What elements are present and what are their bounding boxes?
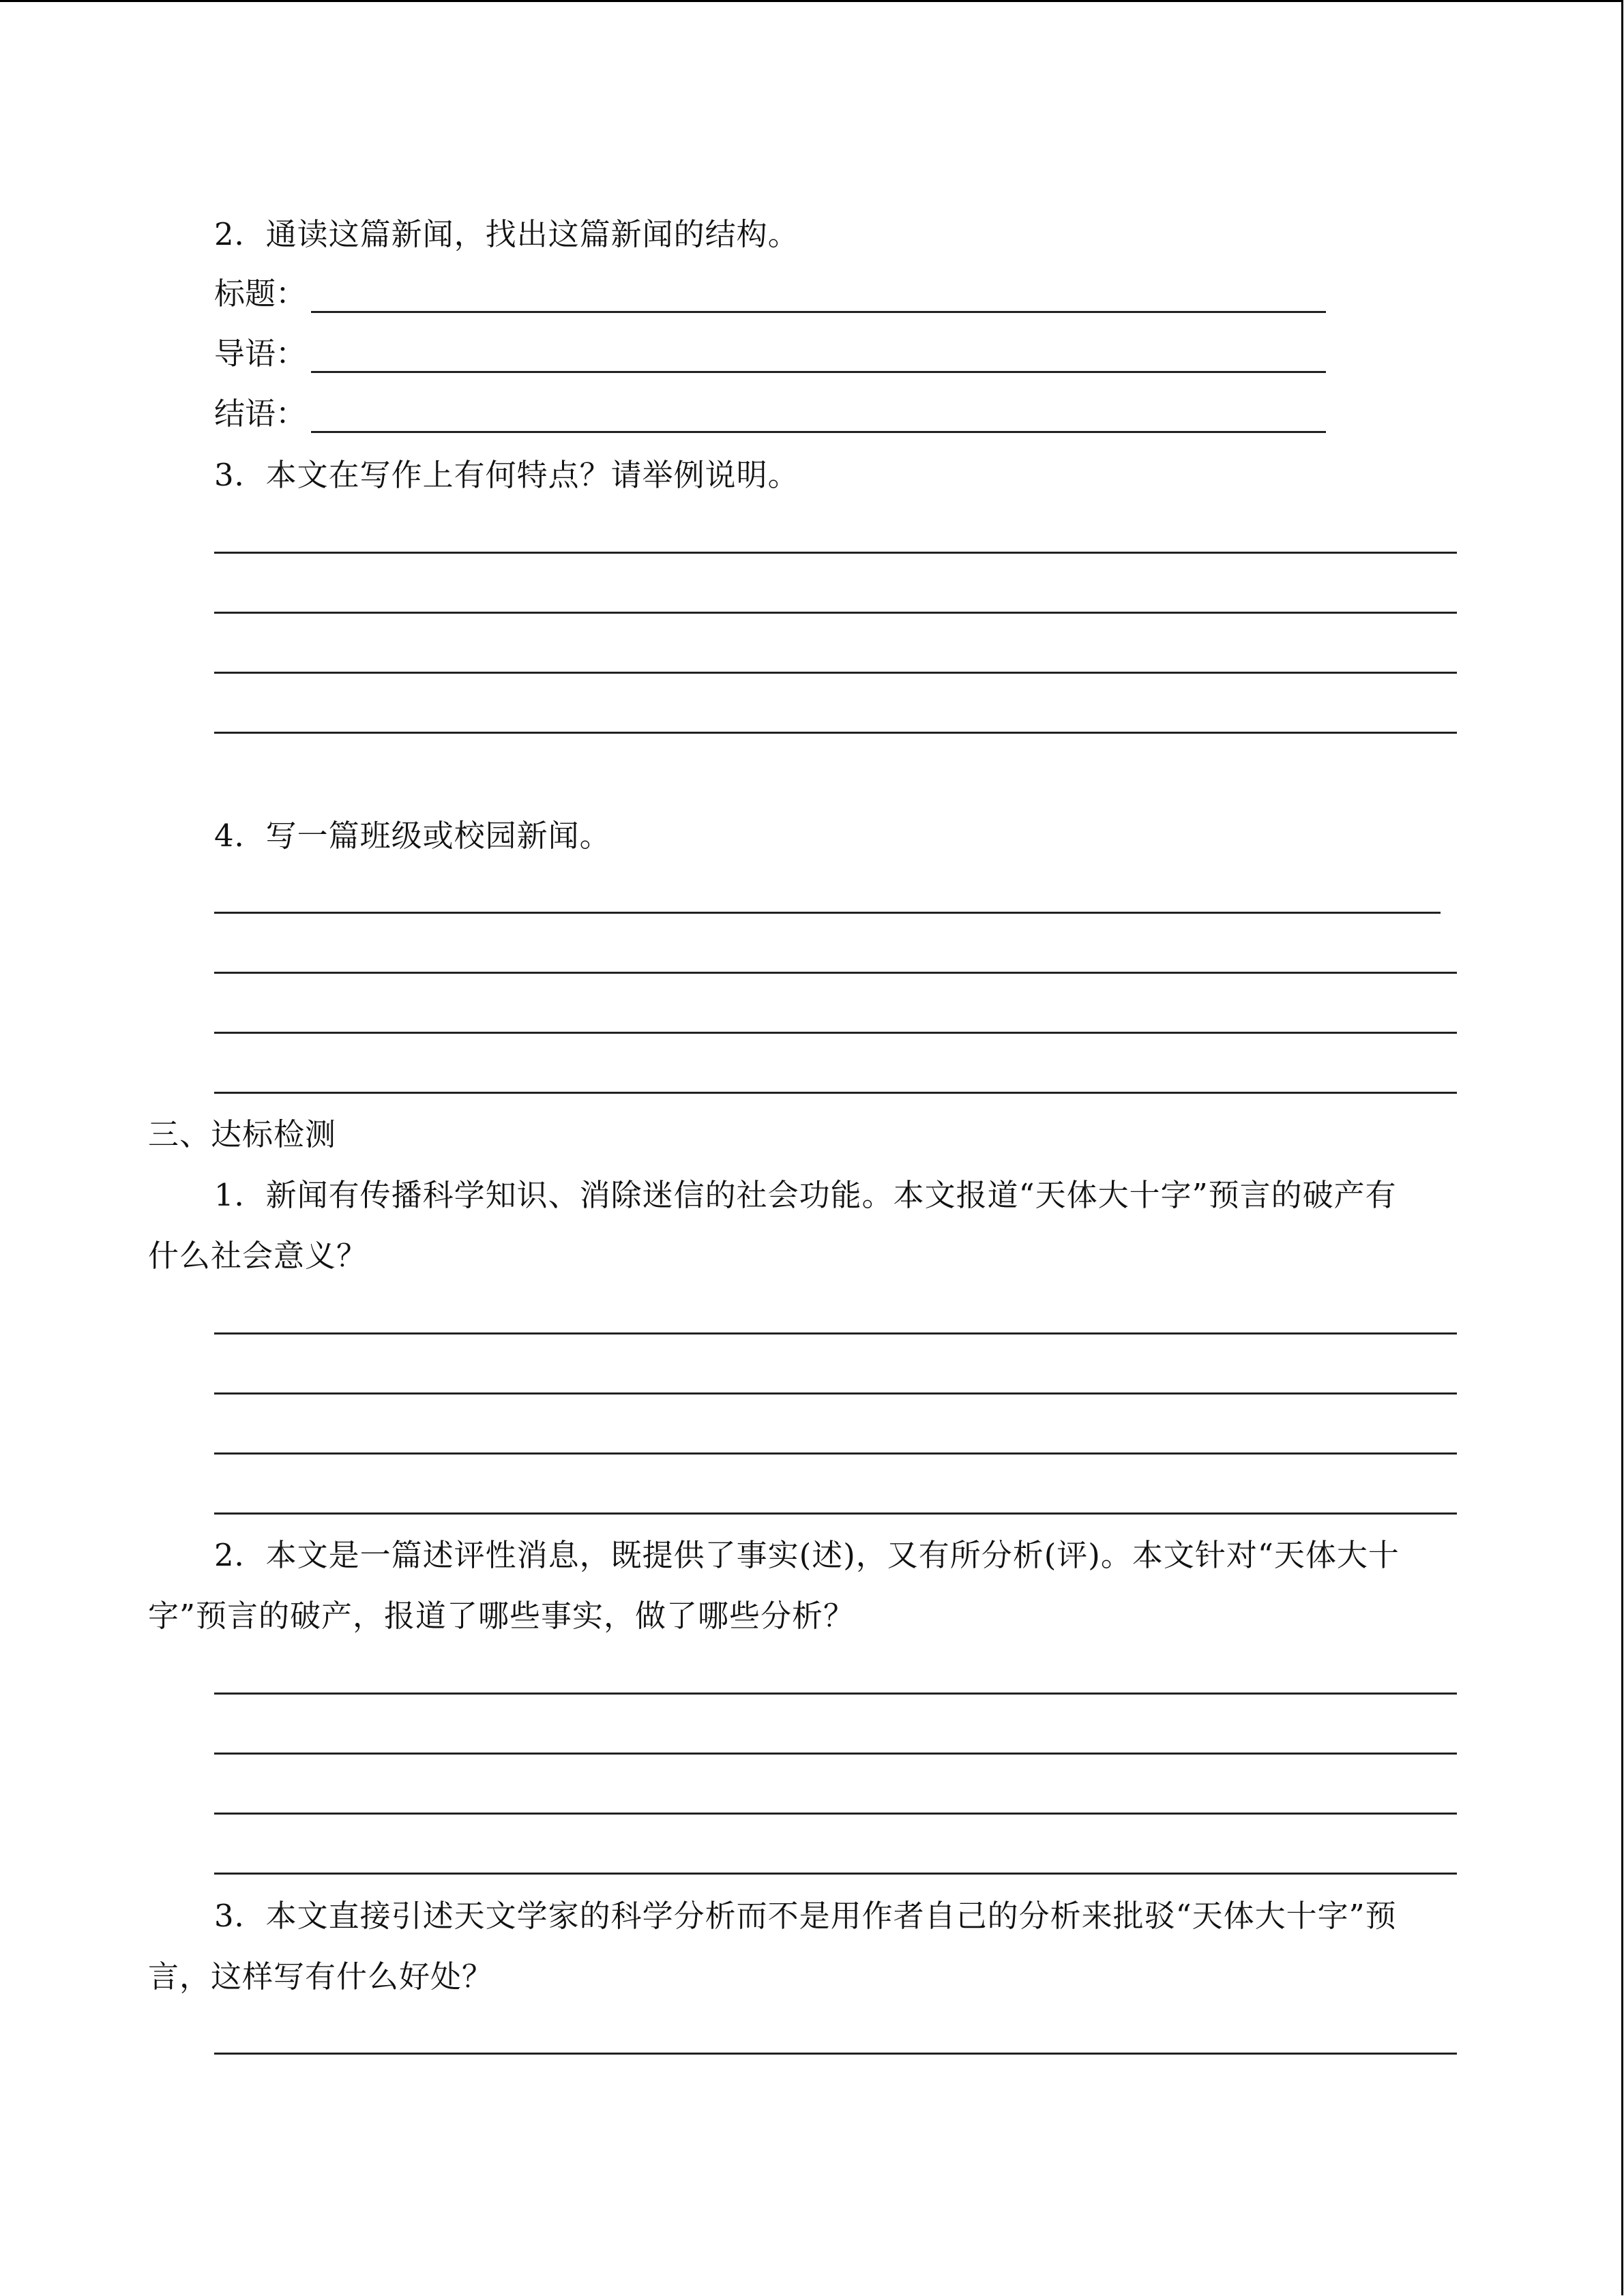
check-question-1-line-2: 什么社会意义？ xyxy=(148,1238,368,1274)
answer-line[interactable] xyxy=(214,1512,1457,1515)
answer-line[interactable] xyxy=(214,1092,1457,1094)
answer-line[interactable] xyxy=(214,1693,1457,1695)
answer-line[interactable] xyxy=(214,1332,1457,1335)
answer-line[interactable] xyxy=(214,1452,1457,1455)
ending-answer-line[interactable] xyxy=(311,431,1326,433)
answer-line[interactable] xyxy=(214,612,1457,614)
answer-line[interactable] xyxy=(214,2053,1457,2055)
answer-line[interactable] xyxy=(214,732,1457,734)
answer-line[interactable] xyxy=(214,1873,1457,1875)
answer-line[interactable] xyxy=(214,972,1457,974)
check-question-1-line-1: 1．新闻有传播科学知识、消除迷信的社会功能。本文报道“天体大十字”预言的破产有 xyxy=(214,1177,1397,1213)
answer-line[interactable] xyxy=(214,552,1457,554)
answer-line[interactable] xyxy=(214,912,1441,914)
answer-line[interactable] xyxy=(214,1813,1457,1815)
answer-line[interactable] xyxy=(214,672,1457,674)
headline-answer-line[interactable] xyxy=(311,311,1326,313)
check-question-2-line-1: 2．本文是一篇述评性消息，既提供了事实(述)，又有所分析(评)。本文针对“天体大十 xyxy=(214,1537,1400,1573)
section-heading: 三、达标检测 xyxy=(148,1116,337,1152)
headline-label: 标题： xyxy=(214,275,307,312)
check-question-2-line-2: 字”预言的破产，报道了哪些事实，做了哪些分析？ xyxy=(148,1598,855,1634)
check-question-3-line-2: 言，这样写有什么好处？ xyxy=(148,1958,494,1995)
ending-label: 结语： xyxy=(214,396,307,432)
question-4-prompt: 4．写一篇班级或校园新闻。 xyxy=(214,818,611,854)
answer-line[interactable] xyxy=(214,1753,1457,1755)
lead-label: 导语： xyxy=(214,336,307,372)
answer-line[interactable] xyxy=(214,1392,1457,1395)
lead-answer-line[interactable] xyxy=(311,371,1326,373)
answer-line[interactable] xyxy=(214,1032,1457,1034)
question-3-prompt: 3．本文在写作上有何特点？请举例说明。 xyxy=(214,457,799,493)
check-question-3-line-1: 3．本文直接引述天文学家的科学分析而不是用作者自己的分析来批驳“天体大十字”预 xyxy=(214,1898,1397,1934)
question-2-prompt: 2．通读这篇新闻，找出这篇新闻的结构。 xyxy=(214,216,799,252)
